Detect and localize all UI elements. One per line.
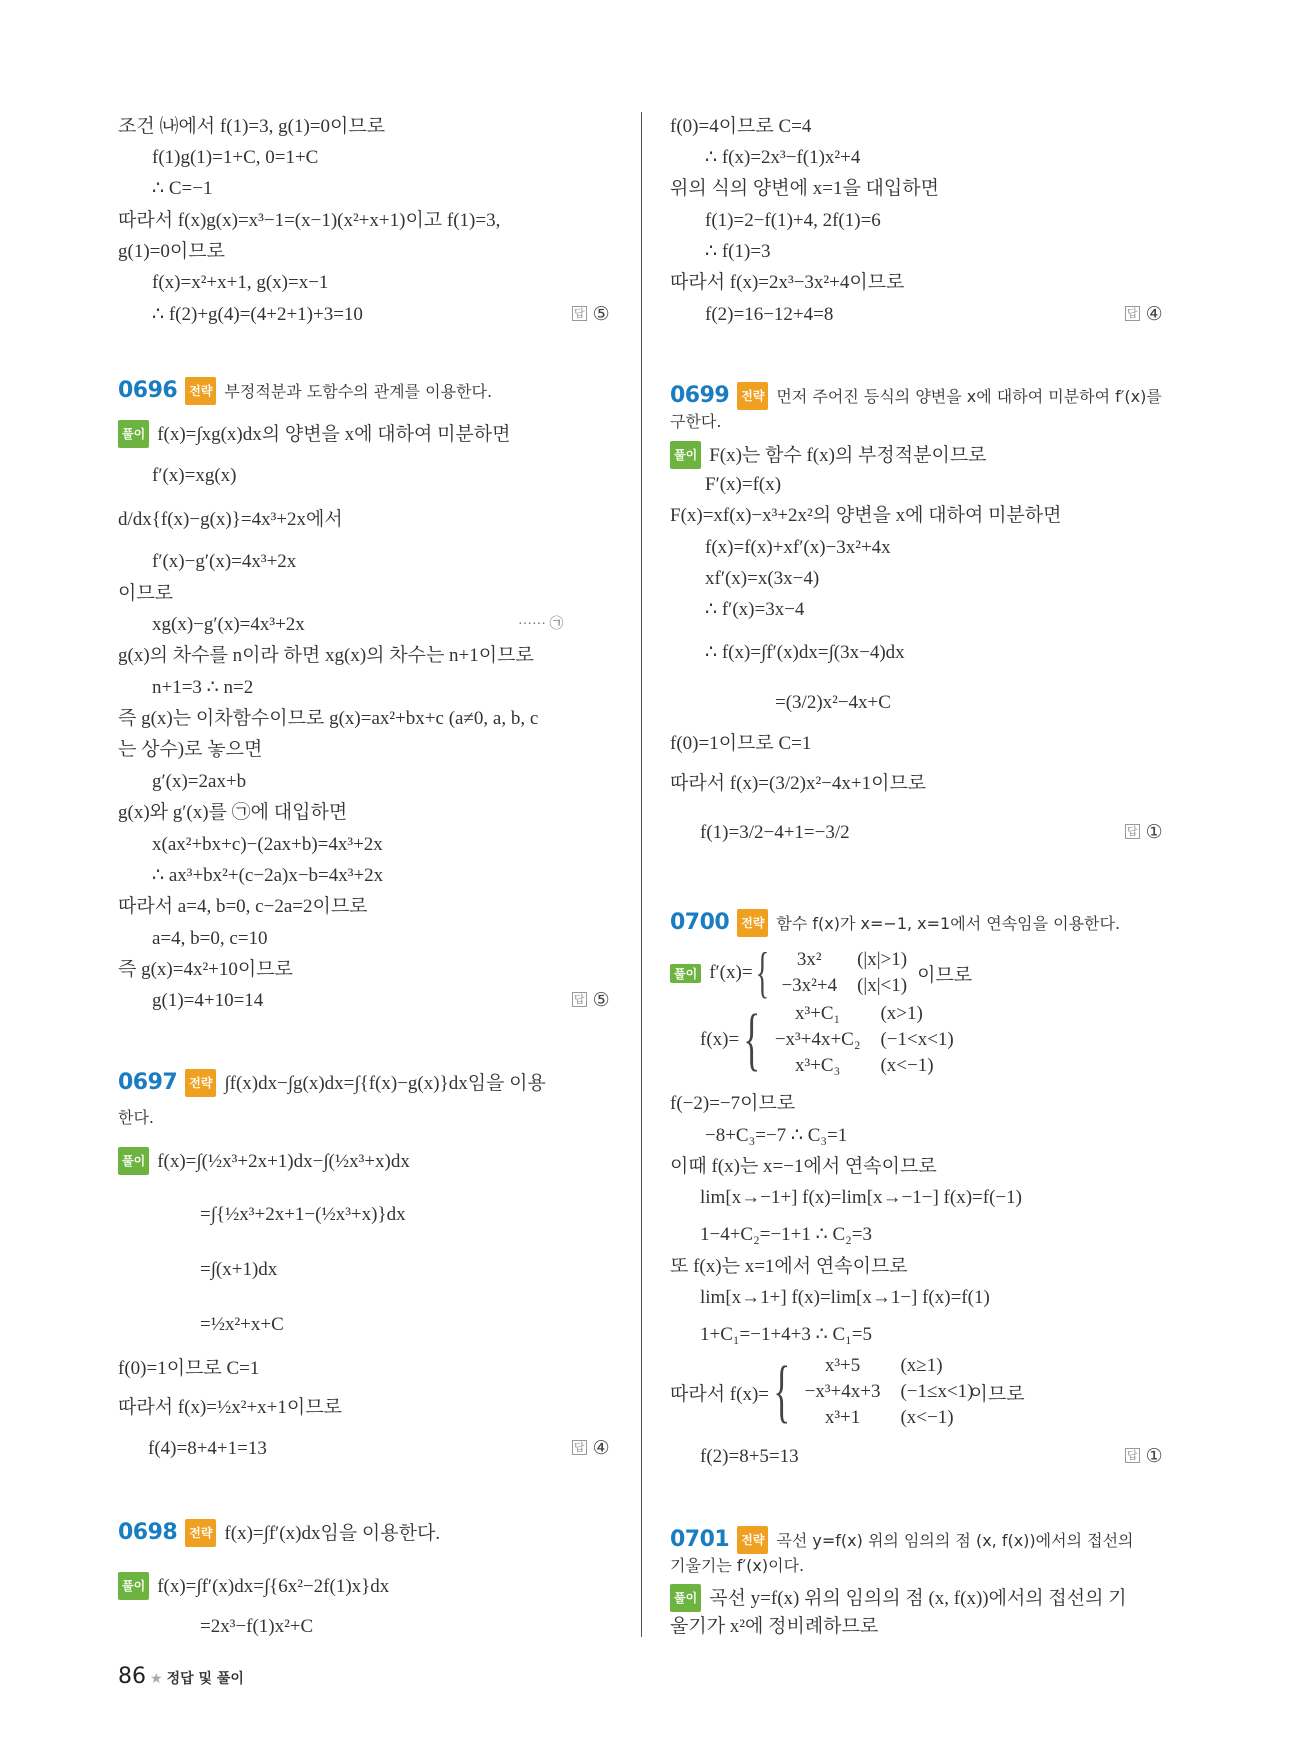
math-line: ∴ C=−1	[152, 178, 213, 199]
strategy-text: 먼저 주어진 등식의 양변을 x에 대하여 미분하여 f′(x)를	[776, 387, 1162, 406]
case-cond: (x≥1)	[900, 1355, 943, 1376]
answer-icon: 답	[1127, 1449, 1138, 1462]
math-line: lim[x→−1+] f(x)=lim[x→−1−] f(x)=f(−1)	[700, 1187, 1022, 1208]
problem-number: 0697	[118, 1070, 178, 1095]
case-expr: 3x²	[796, 949, 822, 970]
text-line: 울기가 x²에 정비례하므로	[670, 1616, 879, 1637]
text-line: 위의 식의 양변에 x=1을 대입하면	[670, 178, 939, 199]
answer-value: ①	[1145, 822, 1163, 843]
solution-badge: 풀이	[118, 420, 149, 448]
solution-badge: 풀이	[118, 1572, 149, 1600]
case-expr: x³+1	[824, 1407, 861, 1428]
math-line: =(3/2)x²−4x+C	[775, 692, 891, 713]
text-line: 따라서 f(x)=½x²+x+1이므로	[118, 1397, 342, 1418]
final-piecewise	[670, 1353, 1025, 1431]
math-line: ∴ ax³+bx²+(c−2a)x−b=4x³+2x	[152, 865, 384, 886]
math-line: 1−4+C₂=−1+1 ∴ C₂=3	[700, 1224, 872, 1245]
solution-badge: 풀이	[670, 964, 701, 983]
strategy-badge: 전략	[737, 1526, 768, 1554]
problem-heading-0698	[118, 1519, 440, 1545]
math-line: f(4)=8+4+1=13	[148, 1438, 267, 1459]
case-expr: −3x²+4	[781, 975, 838, 996]
text-line: f(0)=4이므로 C=4	[670, 116, 812, 137]
page-footer	[118, 1664, 244, 1689]
text-line: g(x)와 g′(x)를 ㉠에 대입하면	[118, 802, 348, 823]
derivative-piecewise	[670, 938, 972, 1008]
text-line: 조건 ㈏에서 f(1)=3, g(1)=0이므로	[118, 116, 386, 137]
problem-number: 0700	[670, 910, 730, 935]
math-line: =½x²+x+C	[200, 1314, 284, 1335]
math-line: f′(x)=xg(x)	[152, 465, 237, 486]
strategy-text: 부정적분과 도함수의 관계를 이용한다.	[224, 382, 493, 401]
piecewise-tail: 이므로	[917, 964, 973, 986]
brace-icon: {	[773, 1353, 791, 1430]
answer-mark	[1125, 820, 1163, 846]
problem-number: 0698	[118, 1520, 178, 1545]
case-expr: −x³+4x+C₂	[774, 1029, 861, 1050]
solution-badge: 풀이	[670, 441, 701, 469]
strategy-text: 곡선 y=f(x) 위의 임의의 점 (x, f(x))에서의 접선의	[776, 1531, 1134, 1550]
strategy-badge: 전략	[185, 1069, 216, 1097]
brace-icon: {	[743, 1001, 761, 1078]
math-text: F(x)는 함수 f(x)의 부정적분이므로	[709, 445, 987, 466]
problem-number: 0699	[670, 383, 730, 408]
math-line: f(x)=f(x)+xf′(x)−3x²+4x	[705, 537, 891, 558]
math-line: a=4, b=0, c=10	[152, 928, 268, 949]
math-line: d/dx{f(x)−g(x)}=4x³+2x에서	[118, 509, 343, 530]
strategy-text-cont: 구한다.	[670, 412, 722, 431]
text-line: g(1)=0이므로	[118, 241, 225, 262]
math-line: f(1)g(1)=1+C, 0=1+C	[152, 147, 319, 168]
text-line: 또 f(x)는 x=1에서 연속이므로	[670, 1256, 908, 1277]
answer-icon: 답	[574, 993, 585, 1006]
math-line: F′(x)=f(x)	[705, 474, 782, 495]
text-line: 이므로	[118, 583, 174, 604]
solution-line	[118, 1572, 389, 1598]
case-cond: (−1<x<1)	[880, 1029, 954, 1050]
answer-icon: 답	[1127, 307, 1138, 320]
math-line: 1+C₁=−1+4+3 ∴ C₁=5	[700, 1324, 872, 1345]
strategy-text-cont: 한다.	[118, 1108, 154, 1127]
text-line: 따라서 f(x)=2x³−3x²+4이므로	[670, 272, 905, 293]
math-line: ∴ f(x)=∫f′(x)dx=∫(3x−4)dx	[705, 642, 905, 663]
math-line: f(1)=3/2−4+1=−3/2	[700, 822, 850, 843]
problem-number: 0696	[118, 378, 178, 403]
math-line: ∴ f(x)=2x³−f(1)x²+4	[705, 147, 861, 168]
math-text: f(x)=∫xg(x)dx의 양변을 x에 대하여 미분하면	[157, 424, 511, 445]
text-line: f(0)=1이므로 C=1	[118, 1358, 260, 1379]
page-number: 86	[118, 1664, 146, 1689]
math-line: ∴ f′(x)=3x−4	[705, 599, 805, 620]
case-expr: x³+C₃	[795, 1055, 841, 1076]
text-line: 따라서 f(x)=(3/2)x²−4x+1이므로	[670, 773, 927, 794]
piecewise-label: 따라서 f(x)=	[670, 1383, 770, 1405]
answer-value: ⑤	[592, 990, 610, 1011]
math-line: −8+C₃=−7 ∴ C₃=1	[705, 1125, 848, 1146]
math-line: ∴ f(2)+g(4)=(4+2+1)+3=10	[152, 304, 363, 325]
solution-badge: 풀이	[118, 1147, 149, 1175]
answer-mark	[572, 988, 610, 1014]
problem-heading-0701	[670, 1526, 1134, 1552]
problem-heading-0699	[670, 382, 1162, 408]
strategy-badge: 전략	[737, 382, 768, 410]
solution-line	[670, 1584, 1127, 1610]
case-cond: (x<−1)	[900, 1407, 954, 1428]
answer-mark	[572, 302, 610, 328]
footer-title: 정답 및 풀이	[166, 1671, 244, 1687]
solution-line	[118, 1147, 410, 1173]
math-line: =∫{½x³+2x+1−(½x³+x)}dx	[200, 1204, 406, 1225]
strategy-badge: 전략	[185, 377, 216, 405]
math-line: g(1)=4+10=14	[152, 990, 264, 1011]
math-line: g′(x)=2ax+b	[152, 771, 247, 792]
piecewise-label: f(x)=	[700, 1029, 740, 1050]
answer-value: ④	[1145, 304, 1163, 325]
case-cond: (x<−1)	[880, 1055, 934, 1076]
math-line: f(1)=2−f(1)+4, 2f(1)=6	[705, 210, 881, 231]
math-line: f(2)=8+5=13	[700, 1446, 799, 1467]
math-text: 곡선 y=f(x) 위의 임의의 점 (x, f(x))에서의 접선의 기	[709, 1588, 1127, 1609]
problem-heading-0696	[118, 377, 492, 403]
answer-mark	[572, 1436, 610, 1462]
case-expr: −x³+4x+3	[804, 1381, 881, 1402]
math-line: =∫(x+1)dx	[200, 1259, 278, 1280]
text-line: 즉 g(x)=4x²+10이므로	[118, 959, 293, 980]
text-line: 즉 g(x)는 이차함수이므로 g(x)=ax²+bx+c (a≠0, a, b, c	[118, 708, 539, 729]
math-line: f(2)=16−12+4=8	[705, 304, 834, 325]
answer-mark	[1125, 302, 1163, 328]
text-line: f(0)=1이므로 C=1	[670, 733, 812, 754]
equation-tag: ······ ㉠	[518, 617, 564, 632]
text-line: g(x)의 차수를 n이라 하면 xg(x)의 차수는 n+1이므로	[118, 645, 534, 666]
column-divider	[641, 112, 642, 1637]
strategy-badge: 전략	[185, 1519, 216, 1547]
function-piecewise	[700, 1001, 964, 1079]
text-line: 이때 f(x)는 x=−1에서 연속이므로	[670, 1156, 937, 1177]
star-icon: ★	[150, 1671, 163, 1687]
math-line: xf′(x)=x(3x−4)	[705, 568, 820, 589]
problem-heading-0697	[118, 1069, 546, 1095]
brace-icon: {	[755, 942, 769, 1004]
text-line: F(x)=xf(x)−x³+2x²의 양변을 x에 대하여 미분하면	[670, 505, 1062, 526]
strategy-badge: 전략	[737, 909, 768, 937]
case-expr: x³+5	[824, 1355, 861, 1376]
strategy-text-cont: 기울기는 f′(x)이다.	[670, 1556, 805, 1575]
piecewise-label: f′(x)=	[709, 962, 753, 983]
piecewise-tail: 이므로	[969, 1383, 1025, 1405]
strategy-text: ∫f(x)dx−∫g(x)dx=∫{f(x)−g(x)}dx임을 이용	[224, 1073, 546, 1094]
solution-line	[118, 420, 511, 446]
answer-value: ⑤	[592, 304, 610, 325]
case-cond: (x>1)	[880, 1003, 923, 1024]
answer-mark	[1125, 1444, 1163, 1470]
math-line: lim[x→1+] f(x)=lim[x→1−] f(x)=f(1)	[700, 1287, 990, 1308]
case-cond: (−1≤x<1)	[900, 1381, 974, 1402]
case-cond: (|x|<1)	[857, 975, 908, 996]
math-line: x(ax²+bx+c)−(2ax+b)=4x³+2x	[152, 834, 383, 855]
answer-icon: 답	[574, 1441, 585, 1454]
math-line: =2x³−f(1)x²+C	[200, 1616, 314, 1637]
math-line: n+1=3 ∴ n=2	[152, 677, 254, 698]
text-line: 따라서 f(x)g(x)=x³−1=(x−1)(x²+x+1)이고 f(1)=3,	[118, 210, 501, 231]
math-line: f′(x)−g′(x)=4x³+2x	[152, 551, 297, 572]
strategy-text: f(x)=∫f′(x)dx임을 이용한다.	[224, 1523, 441, 1544]
case-cond: (|x|>1)	[857, 949, 908, 970]
text-line: 는 상수)로 놓으면	[118, 739, 263, 760]
math-line: xg(x)−g′(x)=4x³+2x	[152, 614, 305, 635]
problem-heading-0700	[670, 909, 1120, 935]
math-text: f(x)=∫f′(x)dx=∫{6x²−2f(1)x}dx	[157, 1576, 390, 1597]
math-text: f(x)=∫(½x³+2x+1)dx−∫(½x³+x)dx	[157, 1151, 410, 1172]
solution-badge: 풀이	[670, 1584, 701, 1612]
answer-value: ④	[592, 1438, 610, 1459]
answer-value: ①	[1145, 1446, 1163, 1467]
text-line: f(−2)=−7이므로	[670, 1093, 796, 1114]
math-line: ∴ f(1)=3	[705, 241, 771, 262]
strategy-text: 함수 f(x)가 x=−1, x=1에서 연속임을 이용한다.	[776, 914, 1121, 933]
math-line: f(x)=x²+x+1, g(x)=x−1	[152, 272, 329, 293]
problem-number: 0701	[670, 1527, 730, 1552]
answer-icon: 답	[574, 307, 585, 320]
solution-line	[670, 441, 987, 467]
case-expr: x³+C₁	[795, 1003, 841, 1024]
answer-icon: 답	[1127, 825, 1138, 838]
text-line: 따라서 a=4, b=0, c−2a=2이므로	[118, 896, 368, 917]
